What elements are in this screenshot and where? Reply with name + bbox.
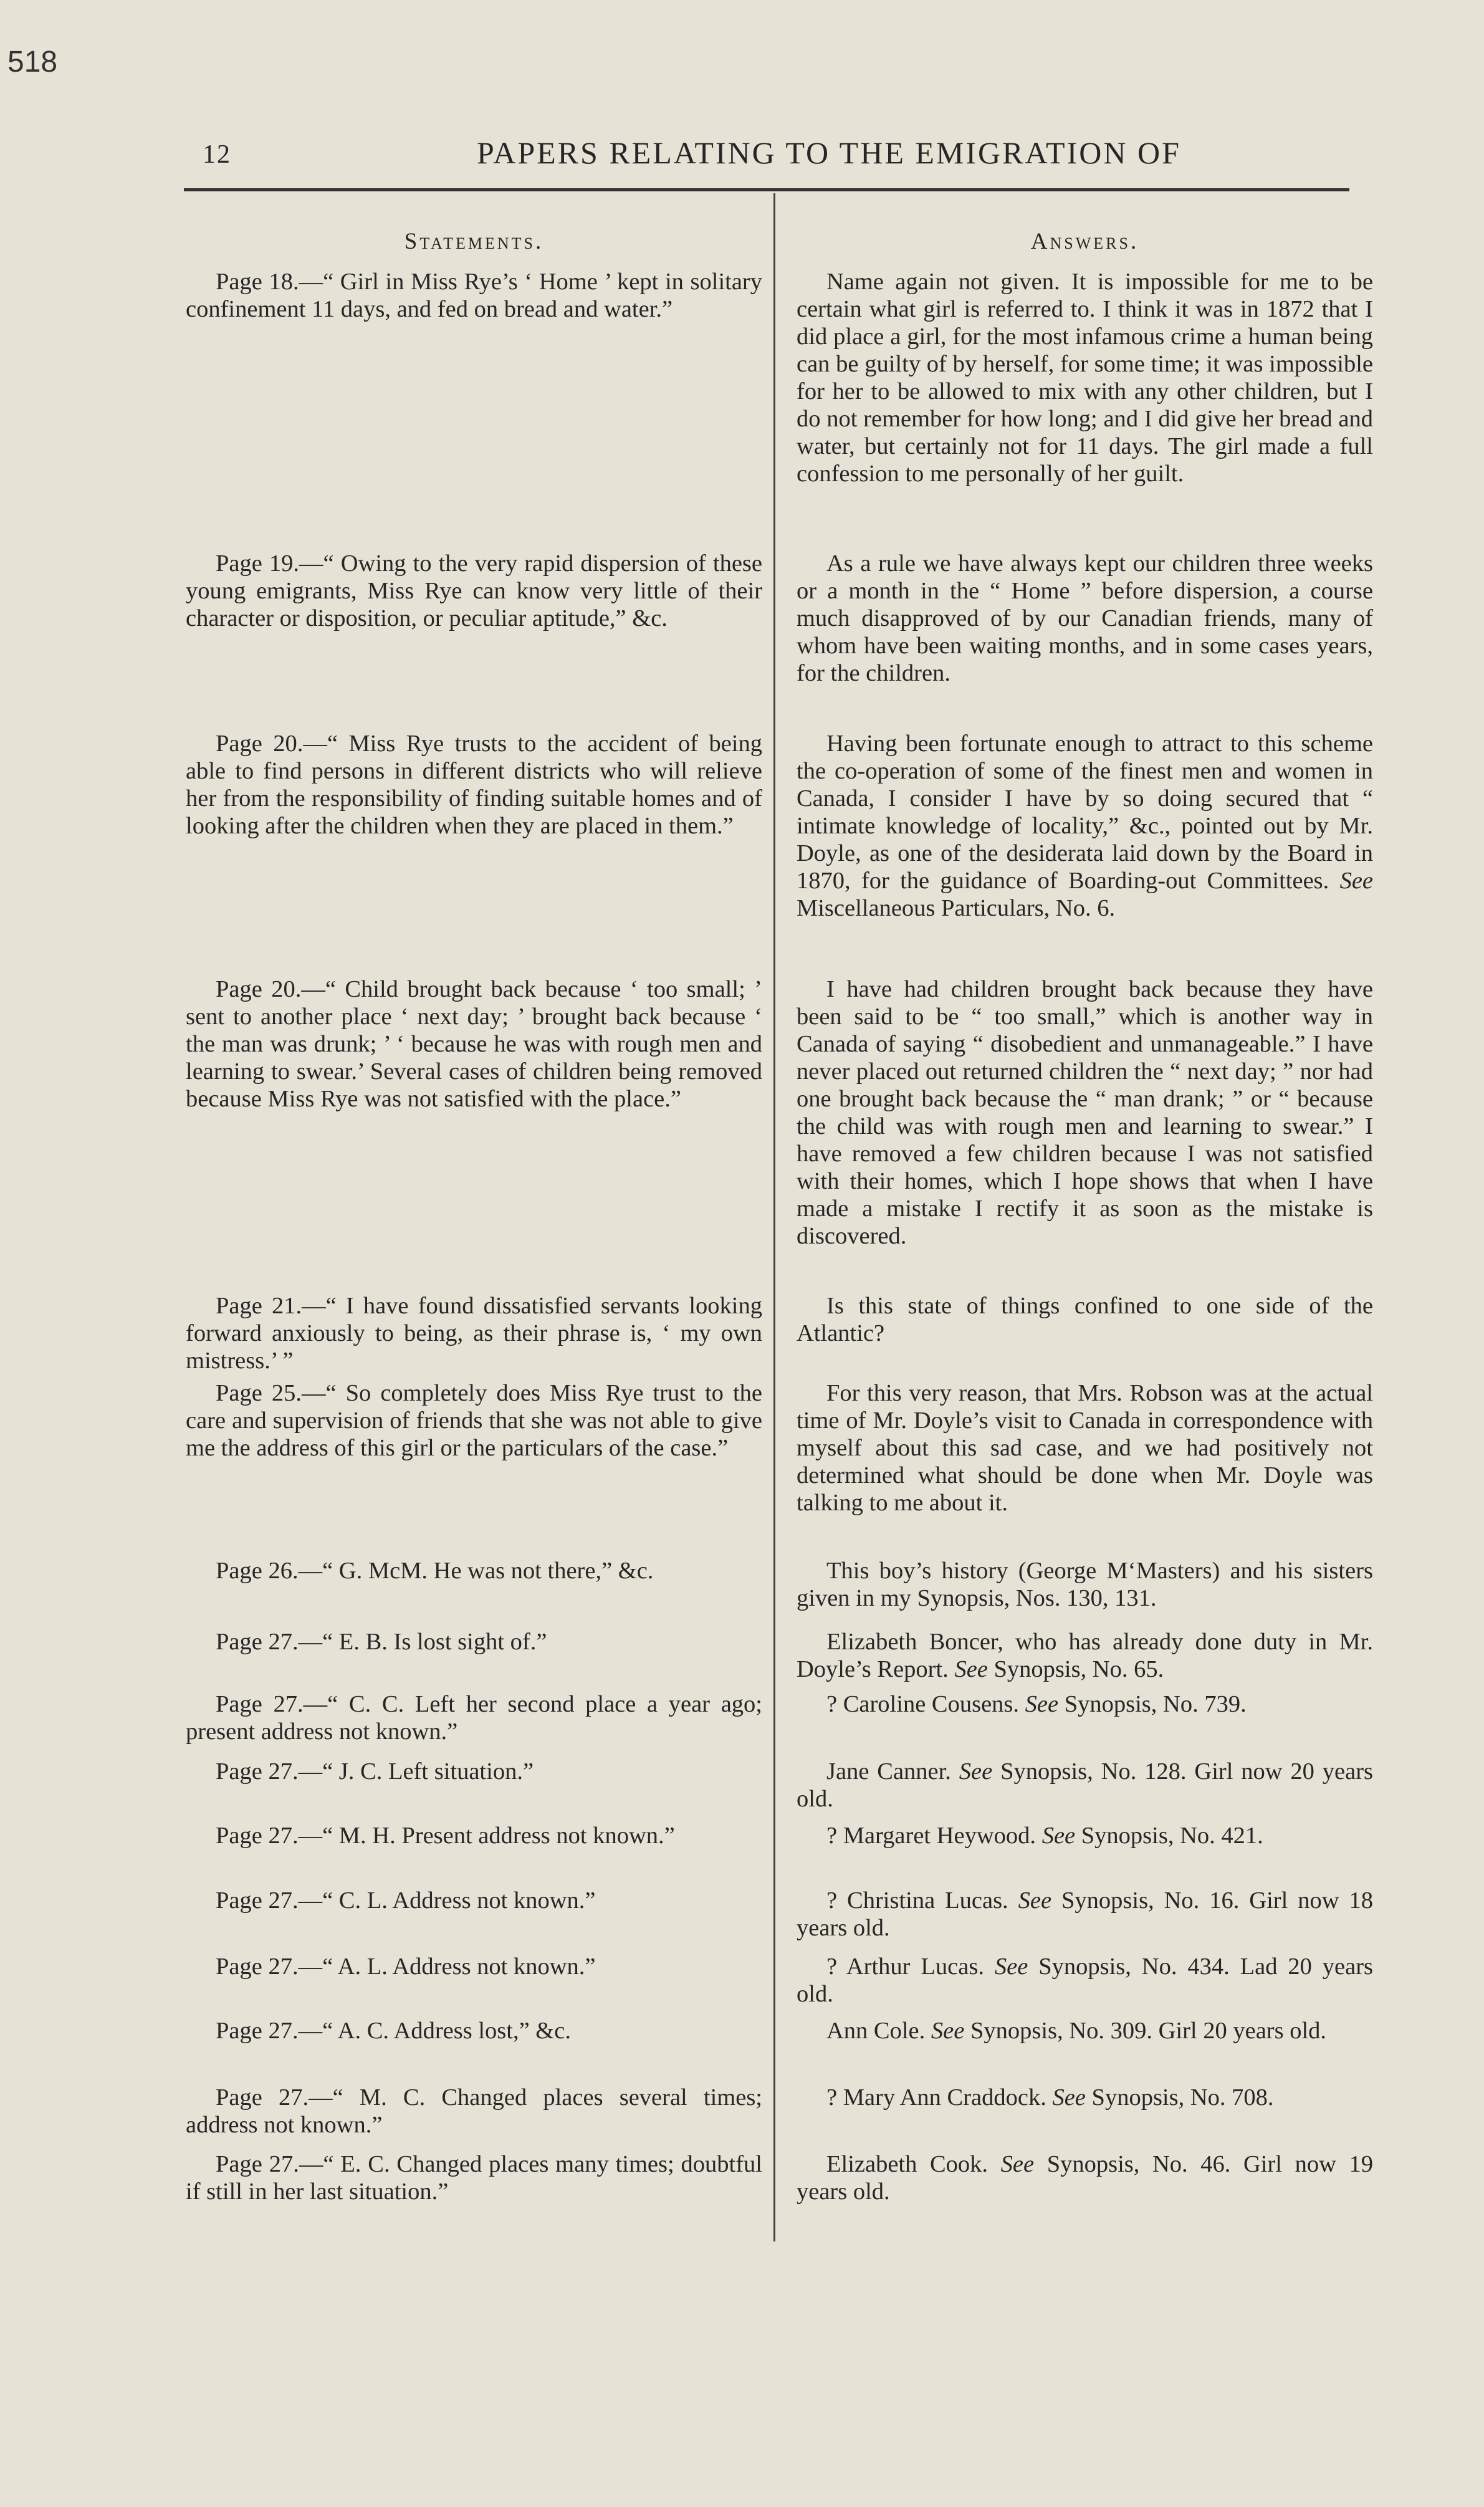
answer-text: Is this state of things confined to one side of the Atlantic? [797,1293,1373,1346]
answer-text: As a rule we have always kept our children three weeks or a month in the “ Home ” before dispersion, a course much disapproved of by our Canadian friends, many of whom have been waiting months, and in some cases years, for the children. [797,550,1373,686]
statement-entry [186,1822,762,1849]
statement-entry [186,1292,762,1374]
answer-entry [797,1887,1373,1942]
statement-text: Page 27.—“ J. C. Left situation.” [216,1758,534,1785]
statement-entry [186,1690,762,1745]
statement-text: Page 27.—“ C. L. Address not known.” [216,1887,596,1914]
statement-entry [186,730,762,840]
page-number: 12 [203,140,231,169]
statement-entry [186,1557,762,1584]
answer-entry [797,268,1373,487]
statement-entry [186,268,762,323]
answer-entry [797,550,1373,687]
answer-text: ? Margaret Heywood. See Synopsis, No. 421. [826,1823,1263,1849]
answer-entry [797,1379,1373,1517]
statement-text: Page 20.—“ Miss Rye trusts to the accident of being able to find persons in different districts who will relieve her from the responsibility of finding suitable homes and of looking after the children when they are placed in them.” [186,731,762,839]
statement-text: Page 20.—“ Child brought back because ‘ too small; ’ sent to another place ‘ next day; ’ brought back because ‘ the man was drunk; ’ ‘ because he was with rough men and learning to swear.’ Several cases of children being removed because Miss Rye was not satisfied with the place.” [186,976,762,1112]
answer-entry [797,1758,1373,1813]
statement-entry [186,975,762,1113]
answer-text: I have had children brought back because they have been said to be “ too small,” which is another way in Canada of saying “ disobedient and unmanageable.” I have never placed out returned children the “ next day; ” nor had one brought back because the “ man drank; ” or “ because the child was with rough men and learning to swear.” I have removed a few children because I was not satisfied with their homes, which I hope shows that when I have made a mistake I rectify it as soon as the mistake is discovered. [797,976,1373,1249]
answer-text: Having been fortunate enough to attract to this scheme the co-operation of some of the finest men and women in Canada, I consider I have by so doing secured that “ intimate knowledge of locality,” &c., pointed out by Mr. Doyle, as one of the desiderata laid down by the Board in 1870, for the guidance of Boarding-out Committees. See Miscellaneous Particulars, No. 6. [797,731,1373,921]
see-reference: See [1339,868,1373,894]
column-divider [773,193,775,2241]
statement-entry [186,2017,762,2044]
running-header [184,133,1350,172]
answer-text: Elizabeth Cook. See Synopsis, No. 46. Girl now 19 years old. [797,2151,1374,2205]
scan-page-stamp: 518 [7,46,58,79]
statement-text: Page 21.—“ I have found dissatisfied servants looking forward anxiously to being, as their phrase is, ‘ my own mistress.’ ” [186,1293,762,1374]
see-reference: See [1000,2151,1035,2177]
answer-text: Elizabeth Boncer, who has already done duty in Mr. Doyle’s Report. See Synopsis, No. 65. [797,1629,1373,1682]
statement-entry [186,1758,762,1785]
running-title: PAPERS RELATING TO THE EMIGRATION OF [477,135,1181,170]
see-reference: See [1052,2084,1086,2111]
answer-entry [797,2084,1373,2111]
answer-text: ? Mary Ann Craddock. See Synopsis, No. 708. [826,2084,1274,2111]
statement-text: Page 27.—“ E. B. Is lost sight of.” [216,1629,547,1655]
answer-text: Ann Cole. See Synopsis, No. 309. Girl 20 years old. [826,2018,1327,2044]
answer-entry [797,1822,1373,1849]
see-reference: See [994,1953,1028,1980]
see-reference: See [1018,1887,1052,1914]
statement-entry [186,1379,762,1462]
answer-text: Name again not given. It is impossible for me to be certain what girl is referred to. I think it was in 1872 that I did place a girl, for the most infamous crime a human being can be guilty of by herself, for some time; it was impossible for her to be allowed to mix with any other children, but I do not remember for how long; and I did give her bread and water, but certainly not for 11 days. The girl made a full confession to me personally of her guilt. [797,269,1373,487]
statement-text: Page 27.—“ M. C. Changed places several times; address not known.” [186,2084,762,2138]
statement-text: Page 25.—“ So completely does Miss Rye trust to the care and supervision of friends that she was not able to give me the address of this girl or the particulars of the case.” [186,1380,762,1461]
statements-column [186,224,762,2205]
statement-text: Page 19.—“ Owing to the very rapid dispersion of these young emigrants, Miss Rye can know very little of their character or disposition, or peculiar aptitude,” &c. [186,550,762,631]
statement-entry [186,1953,762,1980]
statements-heading: Statements. [404,229,544,254]
answers-heading: Answers. [1030,229,1139,254]
answer-entry [797,1292,1373,1347]
header-rule [184,188,1349,191]
statement-entry [186,2150,762,2205]
answer-text: ? Arthur Lucas. See Synopsis, No. 434. Lad 20 years old. [797,1953,1374,2007]
statement-text: Page 27.—“ A. L. Address not known.” [216,1953,596,1980]
see-reference: See [931,2018,965,2044]
answer-entry [797,1953,1373,2008]
answer-entry [797,1628,1373,1683]
statement-entry [186,1628,762,1656]
statement-text: Page 27.—“ C. C. Left her second place a year ago; present address not known.” [186,1691,762,1745]
answer-entry [797,975,1373,1250]
answer-text: ? Christina Lucas. See Synopsis, No. 16. Girl now 18 years old. [797,1887,1373,1941]
see-reference: See [1025,1691,1059,1717]
statement-text: Page 27.—“ E. C. Changed places many times; doubtful if still in her last situation.” [186,2151,762,2205]
statement-entry [186,1887,762,1914]
see-reference: See [954,1656,988,1682]
answer-text: This boy’s history (George M‘Masters) and his sisters given in my Synopsis, Nos. 130, 131. [797,1558,1373,1611]
answer-entry [797,1557,1373,1612]
statement-text: Page 27.—“ M. H. Present address not known.” [216,1823,675,1849]
answer-entry [797,730,1373,922]
statement-text: Page 18.—“ Girl in Miss Rye’s ‘ Home ’ kept in solitary confinement 11 days, and fed on bread and water.” [186,269,762,322]
answer-text: ? Caroline Cousens. See Synopsis, No. 739. [826,1691,1247,1717]
statement-text: Page 27.—“ A. C. Address lost,” &c. [216,2018,571,2044]
statement-text: Page 26.—“ G. McM. He was not there,” &c. [216,1558,654,1584]
see-reference: See [1041,1823,1076,1849]
answer-entry [797,1690,1373,1718]
answer-text: Jane Canner. See Synopsis, No. 128. Girl now 20 years old. [797,1758,1374,1812]
answer-entry [797,2017,1373,2044]
statement-entry [186,550,762,632]
answer-text: For this very reason, that Mrs. Robson was at the actual time of Mr. Doyle’s visit to Canada in correspondence with myself about this sad case, and we had positively not determined what should be done when Mr. Doyle was talking to me about it. [797,1380,1373,1516]
statement-entry [186,2084,762,2139]
answer-entry [797,2150,1373,2205]
see-reference: See [959,1758,993,1785]
answers-column [797,224,1374,2205]
